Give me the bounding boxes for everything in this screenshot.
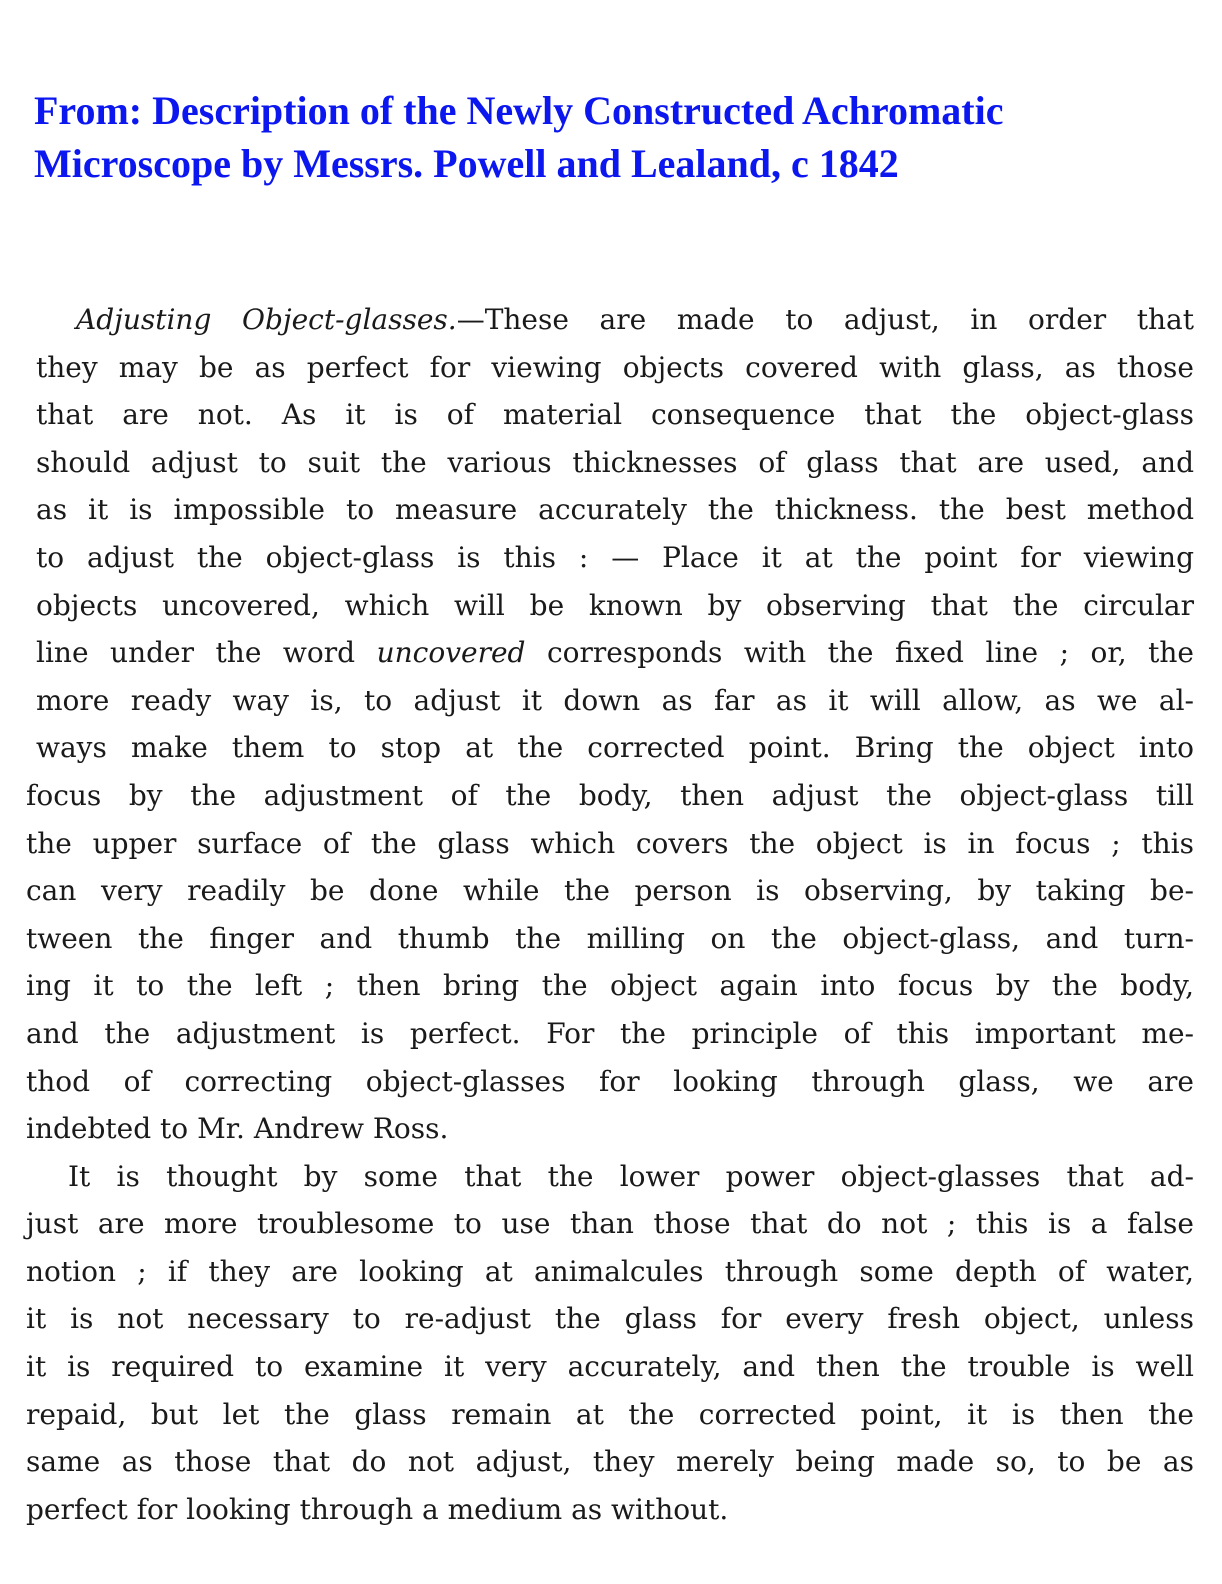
title-line-2: Microscope by Messrs. Powell and Lealand, c 1842 [34, 141, 899, 186]
text-line: to adjust the object-glass is this : — Place it at the point for viewing [36, 540, 1194, 574]
text-line: same as those that do not adjust, they merely being made so, to be as [26, 1445, 1194, 1479]
italic-word: uncovered [376, 636, 526, 670]
paragraph-1 [26, 296, 1194, 1153]
text-line: thod of correcting object-glasses for looking through glass, we are [26, 1064, 1194, 1098]
document-body [26, 296, 1194, 1533]
text-line: more ready way is, to adjust it down as far as it will allow, as we al- [36, 683, 1194, 717]
text-line: It is thought by some that the lower power object-glasses that ad- [68, 1159, 1194, 1193]
text-line: it is required to examine it very accurately, and then the trouble is well [26, 1350, 1194, 1384]
text-line: ing it to the left ; then bring the object again into focus by the body, [26, 969, 1194, 1003]
section-heading: Adjusting Object-glasses. [76, 303, 457, 336]
text-line: tween the finger and thumb the milling on the object-glass, and turn- [26, 921, 1194, 955]
text-line: as it is impossible to measure accurately the thickness. the best method [36, 493, 1194, 527]
text-line: notion ; if they are looking at animalcules through some depth of water, [26, 1254, 1194, 1288]
text-fragment: —These are made to adjust, in order that [456, 303, 1194, 336]
text-line: it is not necessary to re-adjust the glass for every fresh object, unless [26, 1302, 1194, 1336]
text-line: that are not. As it is of material consequence that the object-glass [36, 398, 1194, 432]
text-line [26, 296, 1194, 344]
text-line: objects uncovered, which will be known by observing that the circular [36, 588, 1194, 622]
text-line [26, 629, 1194, 677]
text-line: they may be as perfect for viewing objects covered with glass, as those [36, 350, 1194, 384]
text-line: indebted to Mr. Andrew Ross. [26, 1112, 449, 1146]
text-line: ways make them to stop at the corrected point. Bring the object into [36, 731, 1194, 765]
text-line: should adjust to suit the various thicknesses of glass that are used, and [36, 445, 1194, 479]
text-line: repaid, but let the glass remain at the corrected point, it is then the [26, 1397, 1194, 1431]
page-title [34, 84, 1194, 190]
text-line: can very readily be done while the person is observing, by taking be- [26, 874, 1194, 908]
text-line: just are more troublesome to use than those that do not ; this is a false [26, 1207, 1194, 1241]
text-line: and the adjustment is perfect. For the principle of this important me- [26, 1016, 1194, 1050]
text-line: focus by the adjustment of the body, then adjust the object-glass till [26, 778, 1194, 812]
text-fragment: line under the word [36, 636, 377, 670]
text-line: perfect for looking through a medium as without. [26, 1492, 729, 1526]
text-line: the upper surface of the glass which covers the object is in focus ; this [26, 826, 1194, 860]
title-line-1: From: Description of the Newly Constructed Achromatic [34, 88, 1004, 133]
text-fragment: corresponds with the fixed line ; or, the [525, 636, 1194, 670]
paragraph-2 [26, 1153, 1194, 1534]
